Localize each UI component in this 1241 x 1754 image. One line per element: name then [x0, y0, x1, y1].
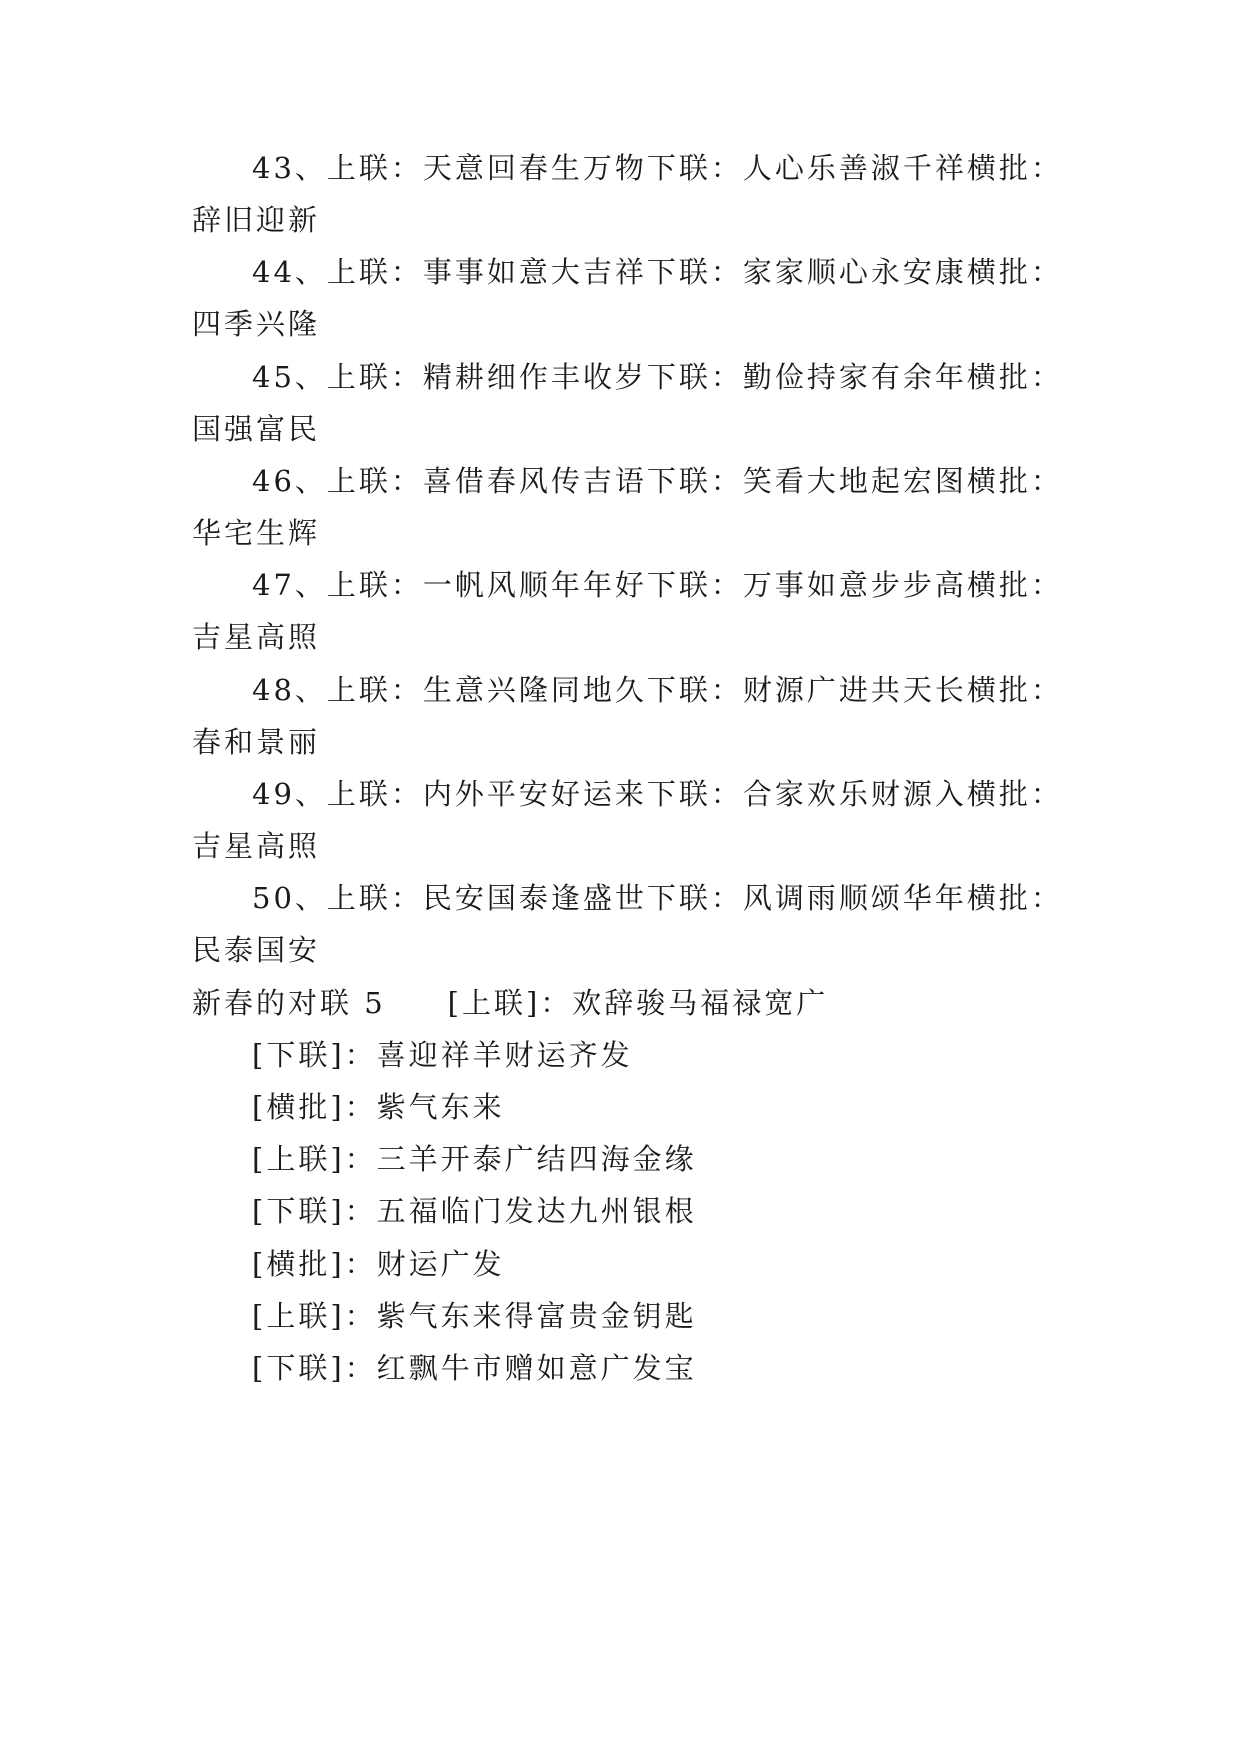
couplet-47-line-1: 47、上联：一帆风顺年年好下联：万事如意步步高横批：	[252, 568, 1063, 602]
section-line-3: [上联]：三羊开泰广结四海金缘	[252, 1142, 697, 1176]
section-line-4: [下联]：五福临门发达九州银根	[252, 1194, 697, 1228]
section-line-7: [下联]：红飘牛市赠如意广发宝	[252, 1351, 697, 1385]
section-line-1: [下联]：喜迎祥羊财运齐发	[252, 1038, 633, 1072]
section-line-5: [横批]：财运广发	[252, 1247, 505, 1281]
couplet-44-line-2: 四季兴隆	[192, 307, 321, 341]
couplet-49-line-1: 49、上联：内外平安好运来下联：合家欢乐财源入横批：	[252, 777, 1063, 811]
couplet-47-line-2: 吉星高照	[192, 620, 321, 654]
couplet-46-line-1: 46、上联：喜借春风传吉语下联：笑看大地起宏图横批：	[252, 464, 1063, 498]
section-heading-line	[192, 983, 1072, 1023]
couplet-48-line-1: 48、上联：生意兴隆同地久下联：财源广进共天长横批：	[252, 673, 1063, 707]
couplet-45-line-2: 国强富民	[192, 412, 321, 446]
couplet-43-line-1: 43、上联：天意回春生万物下联：人心乐善淑千祥横批：	[252, 151, 1063, 185]
section-title: 新春的对联 5	[192, 986, 386, 1020]
couplet-43-line-2: 辞旧迎新	[192, 203, 321, 237]
section-line-2: [横批]：紫气东来	[252, 1090, 505, 1124]
couplet-48-line-2: 春和景丽	[192, 725, 321, 759]
couplet-45-line-1: 45、上联：精耕细作丰收岁下联：勤俭持家有余年横批：	[252, 360, 1063, 394]
couplet-50-line-2: 民泰国安	[192, 933, 321, 967]
couplet-50-line-1: 50、上联：民安国泰逢盛世下联：风调雨顺颂华年横批：	[252, 881, 1063, 915]
section-line-6: [上联]：紫气东来得富贵金钥匙	[252, 1299, 697, 1333]
couplet-46-line-2: 华宅生辉	[192, 516, 321, 550]
couplet-44-line-1: 44、上联：事事如意大吉祥下联：家家顺心永安康横批：	[252, 255, 1063, 289]
couplet-49-line-2: 吉星高照	[192, 829, 321, 863]
section-first-line: [上联]：欢辞骏马福禄宽广	[447, 986, 829, 1020]
